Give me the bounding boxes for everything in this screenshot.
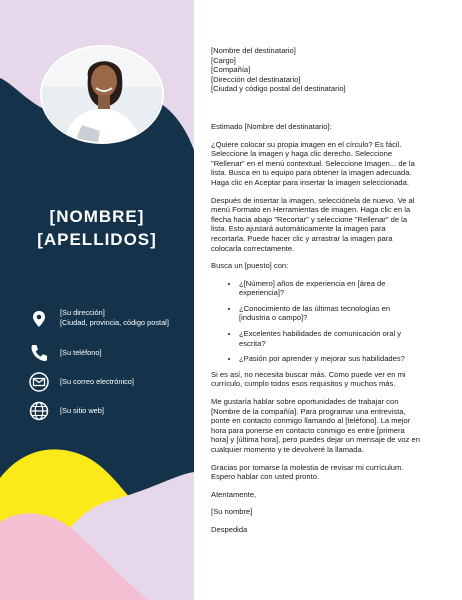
email-text: [Su correo electrónico] bbox=[60, 377, 134, 386]
signature: [Su nombre] bbox=[211, 507, 253, 517]
location-pin-icon bbox=[28, 308, 50, 330]
greeting: Estimado [Nombre del destinatario]: bbox=[211, 121, 332, 131]
address-line2: [Ciudad, provincia, código postal] bbox=[60, 317, 169, 327]
first-name: [NOMBRE] bbox=[49, 207, 145, 226]
list-item: • ¿Excelentes habilidades de comunicación oral y escrita? bbox=[239, 329, 421, 348]
contact-email bbox=[28, 371, 188, 393]
contact-website bbox=[28, 400, 188, 422]
closing: Atentamente, bbox=[211, 489, 257, 499]
letter-body bbox=[211, 46, 421, 543]
recipient-block bbox=[211, 46, 421, 94]
list-item: • ¿Conocimiento de las últimas tecnologías en [industria o campo]? bbox=[239, 304, 421, 323]
farewell: Despedida bbox=[211, 524, 248, 534]
full-name-heading bbox=[0, 205, 194, 251]
paragraph-1: ¿Quiere colocar su propia imagen en el círculo? Es fácil. Seleccione la imagen y haga clic derecho. Seleccione "Rellenar" en el menú contextual. Seleccione Imagen... de la lista. Busca en tu equipo para obtener la imagen adecuada. Haga clic en Aceptar para insertar la imagen seleccionada. bbox=[211, 139, 415, 187]
paragraph-5: Gracias por tomarse la molestia de revisar mi currículum. Espero hablar con usted pronto. bbox=[211, 462, 404, 482]
phone-icon bbox=[28, 342, 50, 364]
sidebar bbox=[0, 0, 194, 600]
list-item: • ¿[Número] años de experiencia en [área de experiencia]? bbox=[239, 279, 421, 298]
requirements-list bbox=[211, 279, 421, 364]
recipient-position: [Cargo] bbox=[211, 55, 236, 65]
seek-line: Busca un [puesto] con: bbox=[211, 261, 289, 271]
paragraph-4: Me gustaría hablar sobre oportunidades de trabajar con [Nombre de la compañía]. Para programar una entrevista, ponte en contacto conmigo llamando al [teléfono]. La mejor hora para ponerse en contacto conmigo es entre [primera hora] y [última hora], pero puedes dejar un mensaje de voz en cualquier momento y te devolveré la llamada. bbox=[211, 397, 420, 454]
recipient-city: [Ciudad y código postal del destinatario] bbox=[211, 84, 346, 94]
phone-text: [Su teléfono] bbox=[60, 348, 102, 357]
website-text: [Su sitio web] bbox=[60, 406, 104, 415]
email-icon bbox=[28, 371, 50, 393]
list-item: • ¿Pasión por aprender y mejorar sus habilidades? bbox=[239, 354, 421, 364]
recipient-address: [Dirección del destinatario] bbox=[211, 74, 301, 84]
profile-photo-placeholder-icon bbox=[42, 47, 162, 142]
profile-photo[interactable] bbox=[40, 45, 164, 144]
contact-phone bbox=[28, 342, 188, 364]
contact-address bbox=[28, 308, 188, 330]
recipient-company: [Compañía] bbox=[211, 65, 251, 75]
paragraph-3: Si es así, no necesita buscar más. Como puede ver en mi currículo, cumplo todos esos requisitos y muchos más. bbox=[211, 369, 406, 389]
globe-icon bbox=[28, 400, 50, 422]
paragraph-2: Después de insertar la imagen, selecciónela de nuevo. Ve al menú Formato en Herramientas de imagen. Haga clic en la flecha hacia abajo "Recortar" y seleccione "Rellenar" de la lista. Esto ajustará automáticamente la imagen para recortarla. Puede hacer clic y arrastrar la imagen para colocarla correctamente. bbox=[211, 195, 415, 253]
address-line1: [Su dirección] bbox=[60, 308, 105, 317]
recipient-name: [Nombre del destinatario] bbox=[211, 46, 296, 55]
last-name: [APELLIDOS] bbox=[37, 230, 157, 249]
